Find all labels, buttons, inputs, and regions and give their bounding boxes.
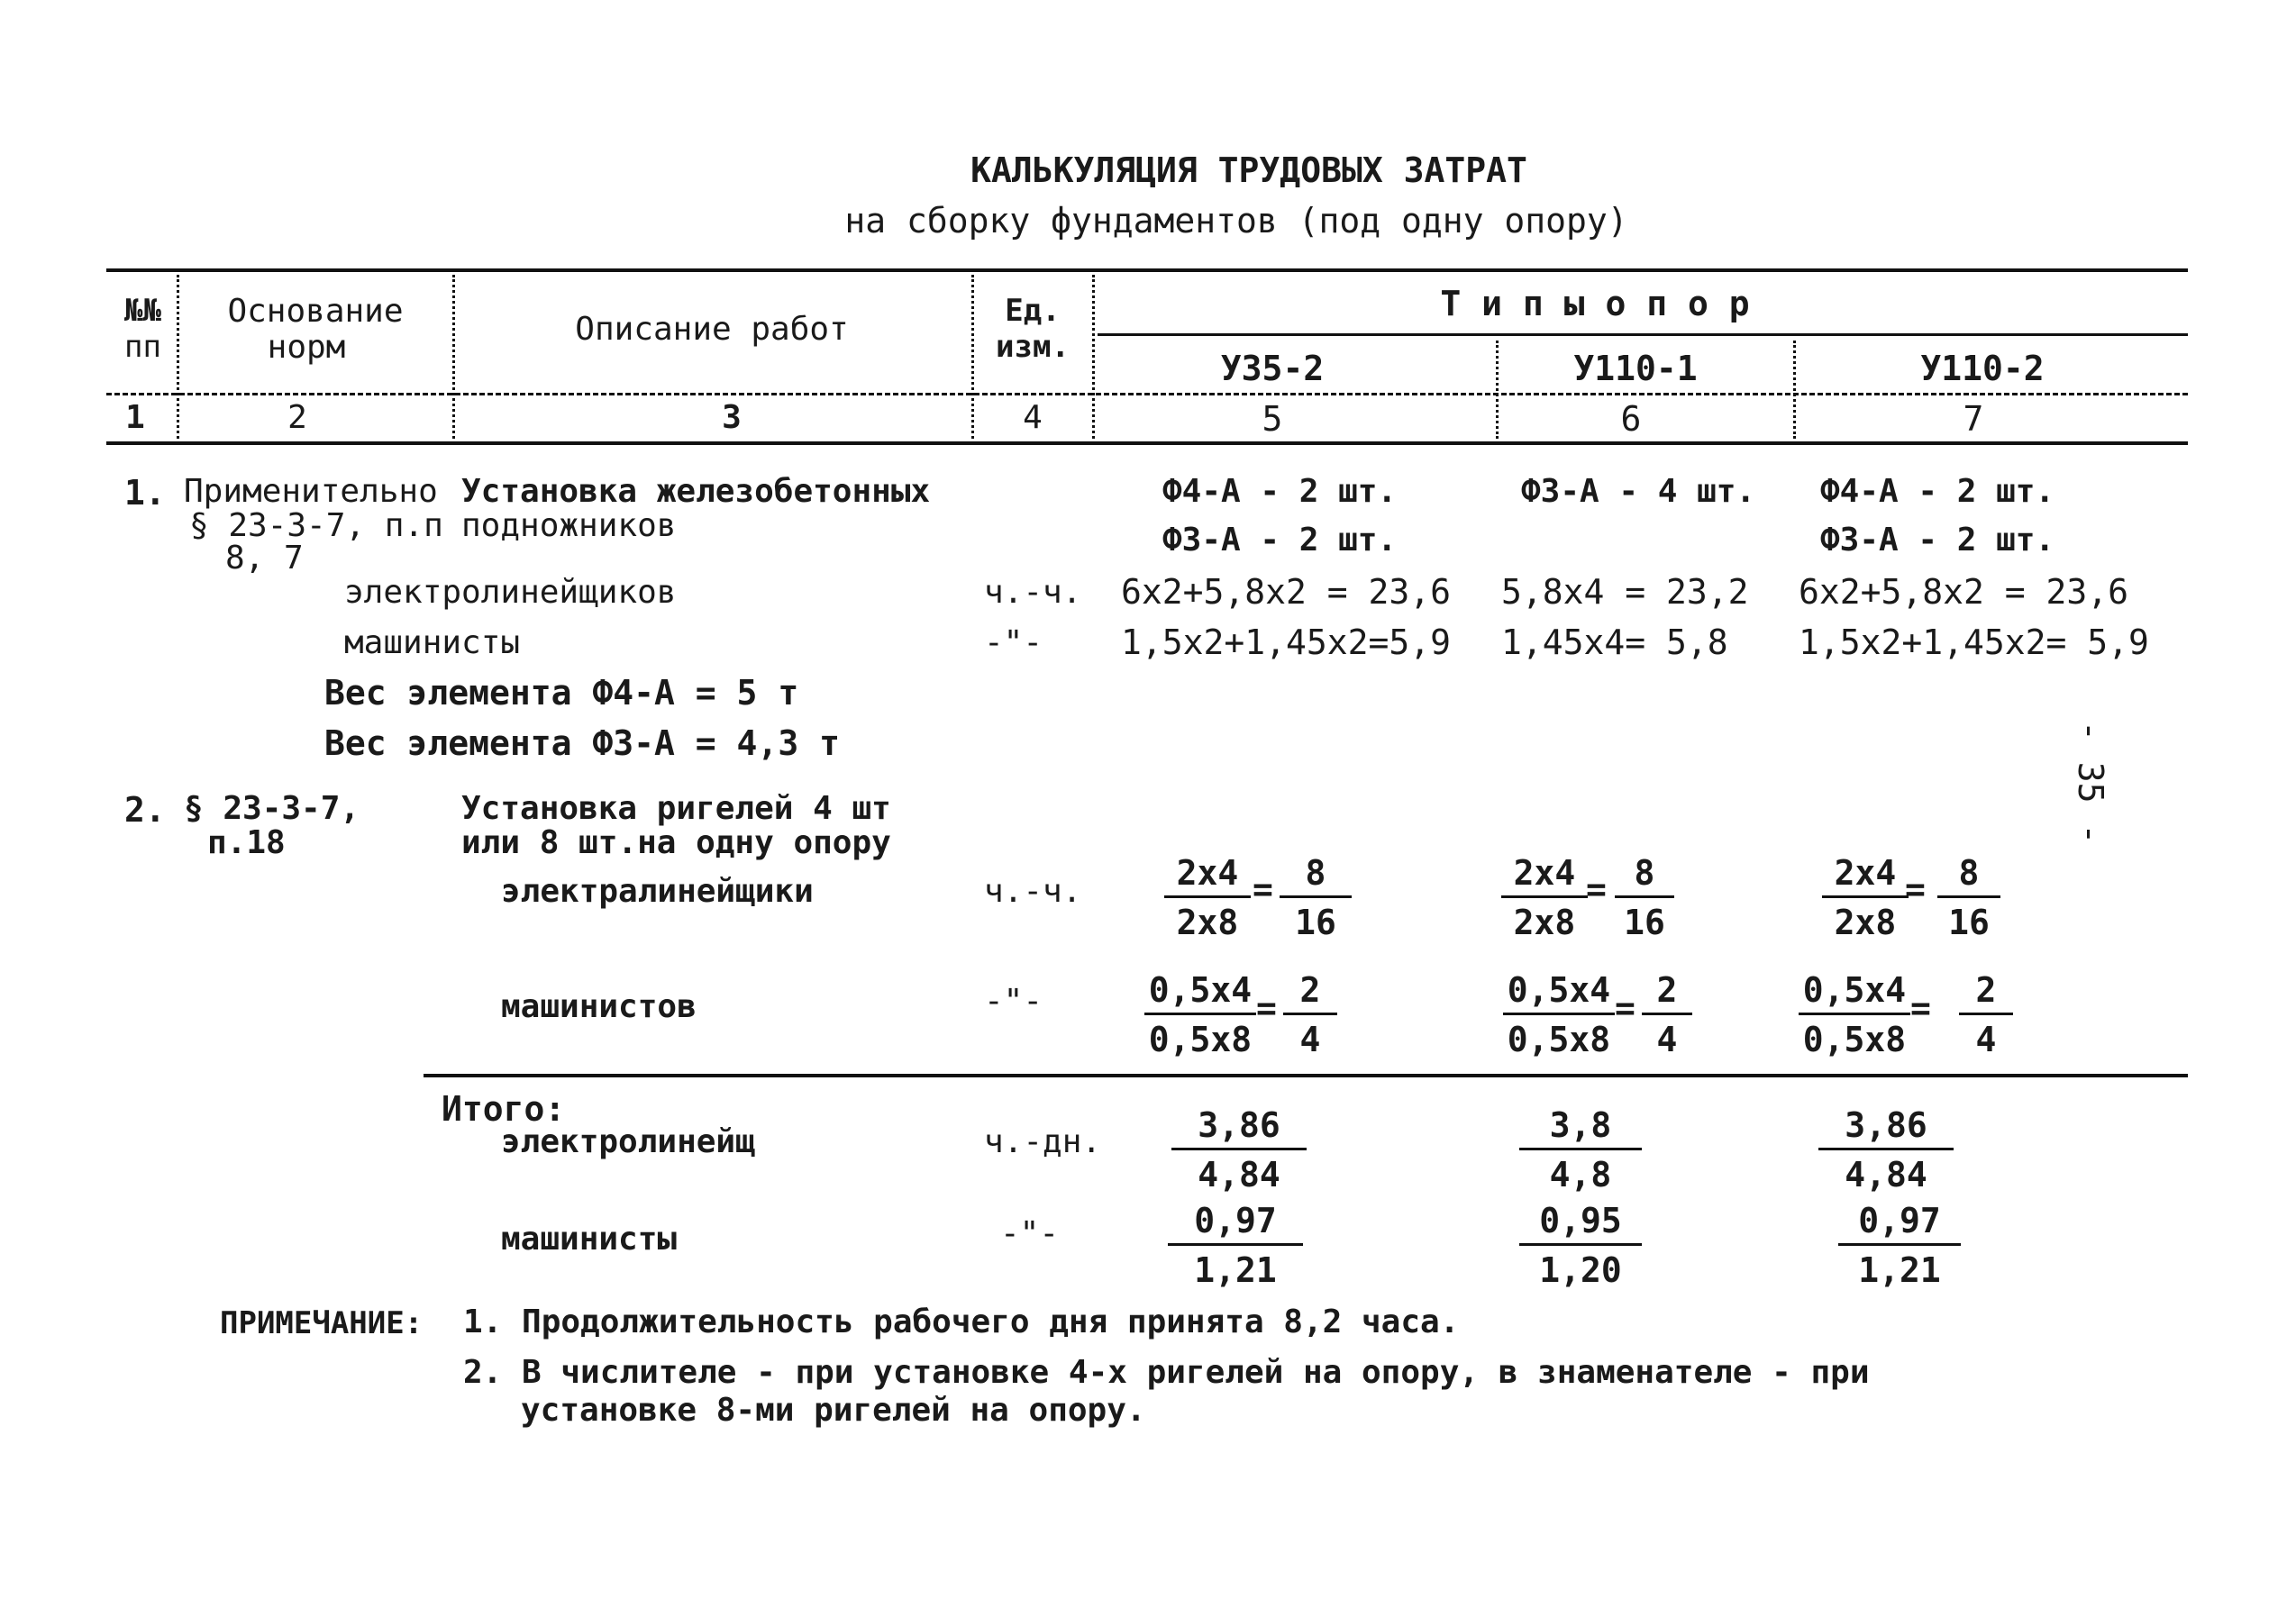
frac-denominator: 4 <box>1299 1020 1321 1059</box>
equals-sign: = <box>1256 988 1277 1028</box>
page-title: КАЛЬКУЛЯЦИЯ ТРУДОВЫХ ЗАТРАТ <box>970 150 1527 190</box>
total-unit-electric: ч.-дн. <box>984 1123 1102 1160</box>
row1-basis-line3: 8, 7 <box>225 540 304 577</box>
frac-numerator: 2 <box>1975 970 1997 1010</box>
equals-sign: = <box>1586 869 1607 909</box>
header-top-rule <box>106 268 2188 272</box>
frac-numerator: 3,8 <box>1549 1105 1612 1145</box>
row1-val-electric-u35: 6х2+5,8х2 = 23,6 <box>1121 572 1452 612</box>
col-sep-1 <box>177 275 179 439</box>
total-frac-electric-u35 <box>1171 1105 1307 1195</box>
frac-numerator: 0,5х4 <box>1507 970 1611 1010</box>
colnum-4: 4 <box>1023 399 1043 436</box>
type-u35-2: У35-2 <box>1220 349 1325 388</box>
header-unit-line2: изм. <box>996 329 1070 365</box>
row2-frac-electric-u110-2-right <box>1937 853 2000 942</box>
frac-denominator: 0,5х8 <box>1802 1020 1907 1059</box>
frac-numerator: 3,86 <box>1845 1105 1927 1145</box>
row1-item-u110-2-b: Ф3-А - 2 шт. <box>1820 522 2055 559</box>
row2-frac-machinist-u110-2-right <box>1959 970 2013 1059</box>
row1-unit-electric: ч.-ч. <box>984 574 1082 611</box>
row2-frac-electric-u110-1-right <box>1615 853 1674 942</box>
frac-numerator: 0,5х4 <box>1148 970 1253 1010</box>
row1-item-u110-2-a: Ф4-А - 2 шт. <box>1820 473 2055 510</box>
frac-denominator: 4,84 <box>1198 1155 1280 1195</box>
row1-basis-line1: Применительно <box>184 473 438 510</box>
total-frac-machinist-u35 <box>1168 1201 1303 1290</box>
types-rule <box>1098 333 2188 336</box>
row2-frac-machinist-u35-right <box>1283 970 1337 1059</box>
equals-sign: = <box>1905 869 1926 909</box>
row1-num: 1. <box>124 473 166 513</box>
row2-frac-machinist-u110-2-left <box>1799 970 1910 1059</box>
colnum-7: 7 <box>1963 399 1984 439</box>
equals-sign: = <box>1253 869 1273 909</box>
row2-frac-electric-u110-2-left <box>1822 853 1909 942</box>
row1-val-machinist-u35: 1,5х2+1,45х2=5,9 <box>1121 622 1452 662</box>
frac-denominator: 16 <box>1295 903 1336 942</box>
total-frac-machinist-u110-1 <box>1519 1201 1642 1290</box>
row2-frac-electric-u110-1-left <box>1501 853 1588 942</box>
col-sep-5 <box>1496 341 1499 439</box>
total-frac-electric-u110-2 <box>1818 1105 1954 1195</box>
header-unit-line1: Ед. <box>1005 293 1061 329</box>
row1-worker-machinist: машинисты <box>344 624 521 661</box>
frac-numerator: 0,5х4 <box>1802 970 1907 1010</box>
colnum-6: 6 <box>1620 399 1642 439</box>
col-sep-2 <box>452 275 455 439</box>
row1-val-machinist-u110-2: 1,5х2+1,45х2= 5,9 <box>1799 622 2149 662</box>
colnum-5: 5 <box>1262 399 1283 439</box>
page-subtitle: на сборку фундаментов (под одну опору) <box>844 201 1628 241</box>
frac-denominator: 0,5х8 <box>1507 1020 1611 1059</box>
total-label: Итого: <box>442 1089 566 1129</box>
row1-val-machinist-u110-1: 1,45х4= 5,8 <box>1501 622 1728 662</box>
row1-desc-line1: Установка железобетонных <box>461 473 931 510</box>
equals-sign: = <box>1910 988 1931 1028</box>
frac-denominator: 1,21 <box>1194 1250 1277 1290</box>
col-sep-3 <box>971 275 974 439</box>
frac-denominator: 4,8 <box>1549 1155 1612 1195</box>
frac-numerator: 0,97 <box>1858 1201 1941 1240</box>
frac-denominator: 0,5х8 <box>1148 1020 1253 1059</box>
header-num-line2: пп <box>124 329 161 365</box>
note-1: 1. Продолжительность рабочего дня принята 8,2 часа. <box>463 1304 1460 1340</box>
note-2-line1: 2. В числителе - при установке 4-х ригелей на опору, в знаменателе - при <box>463 1354 1870 1391</box>
row1-basis-line2: § 23-3-7, п.п <box>189 507 443 544</box>
header-basis-line1: Основание <box>227 293 404 330</box>
row2-unit-machinist: -"- <box>984 983 1043 1020</box>
header-num-line1: №№ <box>124 293 161 329</box>
frac-denominator: 4 <box>1656 1020 1678 1059</box>
frac-denominator: 2х8 <box>1176 903 1239 942</box>
header-desc: Описание работ <box>575 311 849 348</box>
row1-weight-f3: Вес элемента Ф3-А = 4,3 т <box>324 723 840 763</box>
header-basis-line2: норм <box>267 329 346 366</box>
total-frac-machinist-u110-2 <box>1838 1201 1961 1290</box>
page-number: - 35 - <box>2071 721 2110 845</box>
frac-numerator: 2 <box>1299 970 1321 1010</box>
row2-frac-machinist-u110-1-left <box>1503 970 1615 1059</box>
row1-item-u110-1: Ф3-А - 4 шт. <box>1521 473 1756 510</box>
frac-numerator: 0,95 <box>1539 1201 1622 1240</box>
frac-denominator: 16 <box>1624 903 1665 942</box>
row1-item-u35-b: Ф3-А - 2 шт. <box>1162 522 1398 559</box>
row2-frac-electric-u35-right <box>1280 853 1352 942</box>
equals-sign: = <box>1615 988 1635 1028</box>
frac-numerator: 3,86 <box>1198 1105 1280 1145</box>
row2-unit-electric: ч.-ч. <box>984 873 1082 910</box>
row1-item-u35-a: Ф4-А - 2 шт. <box>1162 473 1398 510</box>
frac-denominator: 4,84 <box>1845 1155 1927 1195</box>
total-worker-electric: электролинейщ <box>501 1123 755 1160</box>
colnum-1: 1 <box>125 399 145 436</box>
frac-numerator: 2х4 <box>1513 853 1576 893</box>
col-sep-4 <box>1092 275 1095 439</box>
totals-rule <box>424 1074 2188 1077</box>
row2-frac-machinist-u110-1-right <box>1642 970 1692 1059</box>
frac-numerator: 8 <box>1958 853 1980 893</box>
row2-frac-machinist-u35-left <box>1144 970 1256 1059</box>
frac-denominator: 4 <box>1975 1020 1997 1059</box>
row1-desc-line2: подножников <box>461 507 677 544</box>
note-2-line2: установке 8-ми ригелей на опору. <box>521 1392 1146 1429</box>
frac-denominator: 16 <box>1948 903 1990 942</box>
row1-val-electric-u110-2: 6х2+5,8х2 = 23,6 <box>1799 572 2129 612</box>
frac-denominator: 1,21 <box>1858 1250 1941 1290</box>
row2-basis-line1: § 23-3-7, <box>184 790 360 827</box>
row2-frac-electric-u35-left <box>1164 853 1251 942</box>
type-u110-1: У110-1 <box>1573 349 1698 388</box>
header-types: Т и п ы о п о р <box>1440 284 1750 323</box>
frac-numerator: 8 <box>1305 853 1326 893</box>
frac-numerator: 0,97 <box>1194 1201 1277 1240</box>
colnum-2: 2 <box>287 399 307 436</box>
row2-desc-line2: или 8 шт.на одну опору <box>461 824 891 861</box>
note-label: ПРИМЕЧАНИЕ: <box>220 1305 424 1341</box>
header-bottom-rule <box>106 441 2188 445</box>
frac-numerator: 2х4 <box>1176 853 1239 893</box>
row1-unit-machinist: -"- <box>984 624 1043 661</box>
row2-worker-electric: электралинейщики <box>501 873 814 910</box>
row1-worker-electric: электролинейщиков <box>344 574 677 611</box>
header-mid-rule <box>106 393 2188 395</box>
type-u110-2: У110-2 <box>1920 349 2045 388</box>
frac-numerator: 8 <box>1634 853 1655 893</box>
frac-denominator: 2х8 <box>1513 903 1576 942</box>
row1-val-electric-u110-1: 5,8х4 = 23,2 <box>1501 572 1749 612</box>
frac-denominator: 1,20 <box>1539 1250 1622 1290</box>
total-unit-machinist: -"- <box>1000 1215 1060 1252</box>
row1-weight-f4: Вес элемента Ф4-А = 5 т <box>324 673 799 713</box>
colnum-3: 3 <box>722 399 742 436</box>
frac-numerator: 2 <box>1656 970 1678 1010</box>
total-worker-machinist: машинисты <box>501 1221 678 1258</box>
col-sep-6 <box>1793 341 1796 439</box>
total-frac-electric-u110-1 <box>1519 1105 1642 1195</box>
frac-numerator: 2х4 <box>1834 853 1897 893</box>
row2-worker-machinist: машинистов <box>501 988 697 1025</box>
frac-denominator: 2х8 <box>1834 903 1897 942</box>
row2-desc-line1: Установка ригелей 4 шт <box>461 790 891 827</box>
row2-num: 2. <box>124 790 166 830</box>
row2-basis-line2: п.18 <box>207 824 286 861</box>
